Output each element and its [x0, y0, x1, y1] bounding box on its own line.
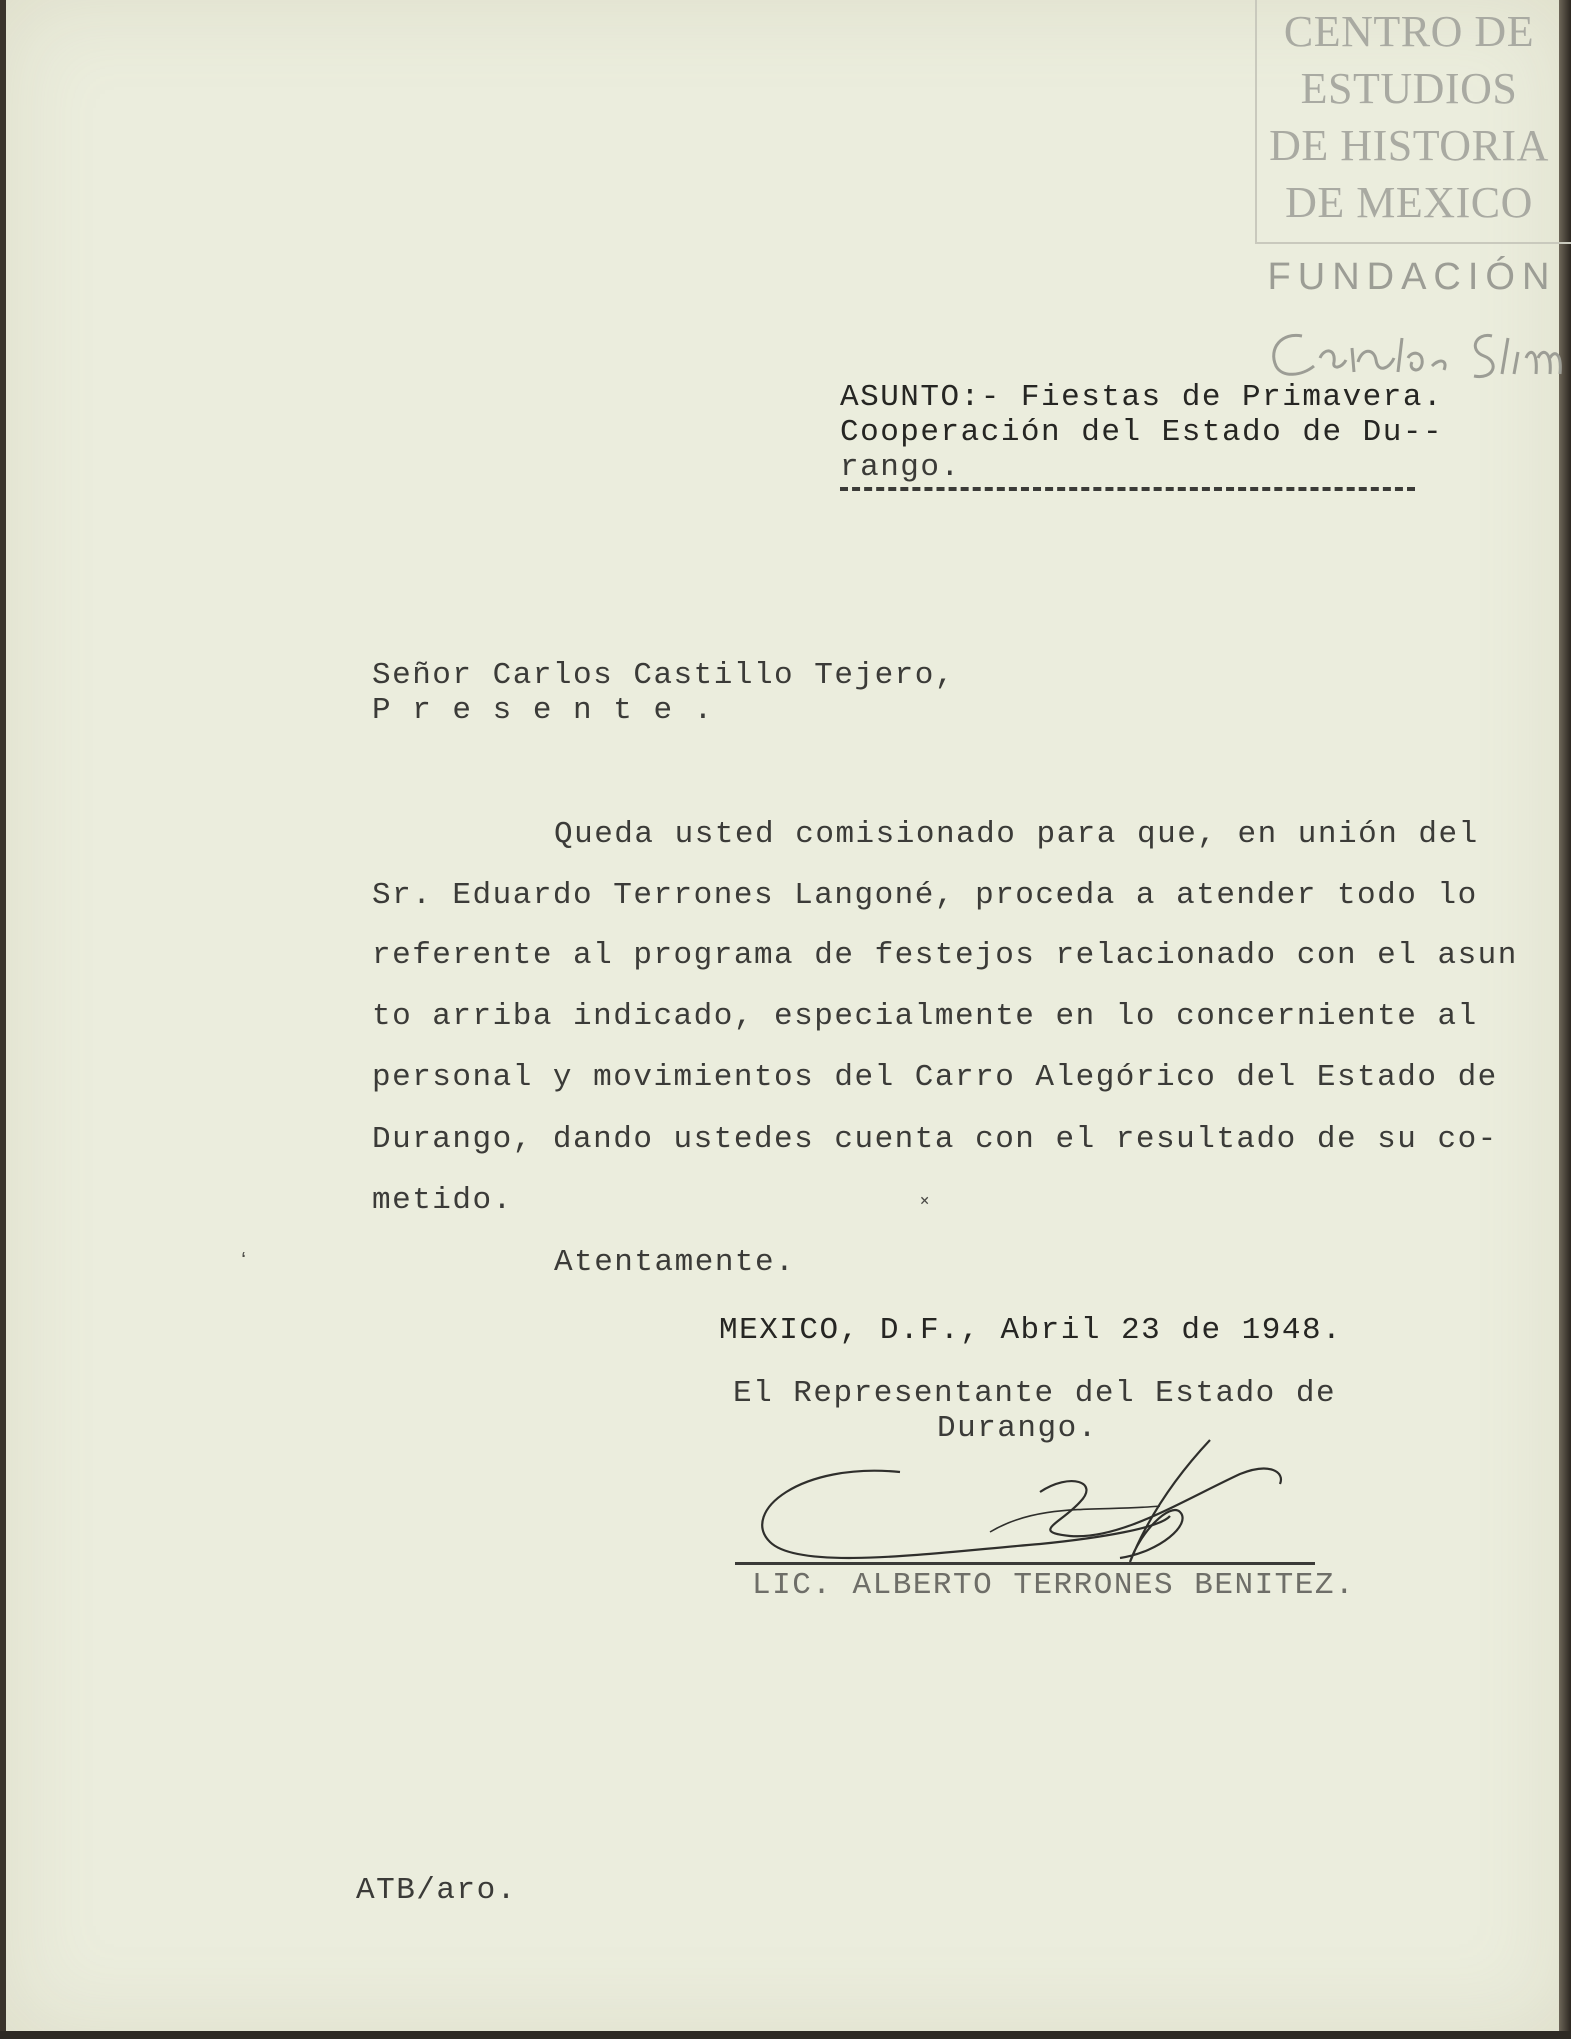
stray-mark: ʻ: [237, 1250, 251, 1275]
watermark-line-1: CENTRO DE: [1283, 7, 1535, 56]
watermark-signature-logo: [1262, 318, 1564, 384]
recipient-name: Señor Carlos Castillo Tejero,: [372, 658, 955, 693]
body-line-3: referente al programa de festejos relacionado con el asun: [372, 938, 1518, 973]
watermark-line-2: ESTUDIOS: [1300, 64, 1518, 113]
recipient-presente: P r e s e n t e .: [372, 693, 714, 728]
stray-mark: ˟: [918, 1195, 932, 1220]
body-line-5: personal y movimientos del Carro Alegórico del Estado de: [372, 1060, 1498, 1095]
reference-initials: ATB/aro.: [356, 1873, 517, 1908]
signature-line: [735, 1562, 1315, 1565]
subject-line-3: rango.: [840, 450, 961, 485]
signer-title-line-1: El Representante del Estado de: [733, 1376, 1337, 1411]
subject-dash-rule: [840, 487, 1415, 491]
body-line-6: Durango, dando ustedes cuenta con el resultado de su co-: [372, 1122, 1498, 1157]
body-line-1: Queda usted comisionado para que, en unión del: [554, 817, 1479, 852]
body-line-4: to arriba indicado, especialmente en lo concerniente al: [372, 999, 1478, 1034]
signer-title-line-2: Durango.: [937, 1411, 1098, 1446]
body-line-7: metido.: [372, 1183, 513, 1218]
page-bottom-edge: [0, 2031, 1571, 2039]
watermark-line-4: DE MEXICO: [1285, 178, 1533, 227]
watermark-line-3: DE HISTORIA: [1269, 121, 1549, 170]
closing-salutation: Atentamente.: [554, 1245, 796, 1280]
subject-line-2: Cooperación del Estado de Du--: [840, 415, 1444, 450]
place-date: MEXICO, D.F., Abril 23 de 1948.: [719, 1313, 1343, 1348]
body-line-2: Sr. Eduardo Terrones Langoné, proceda a atender todo lo: [372, 878, 1478, 913]
page-edge-shadow: [1559, 0, 1571, 2039]
signer-name: LIC. ALBERTO TERRONES BENITEZ.: [752, 1568, 1356, 1603]
subject-line-1: ASUNTO:- Fiestas de Primavera.: [840, 380, 1444, 415]
watermark-foundation: FUNDACIÓN: [1267, 256, 1557, 298]
